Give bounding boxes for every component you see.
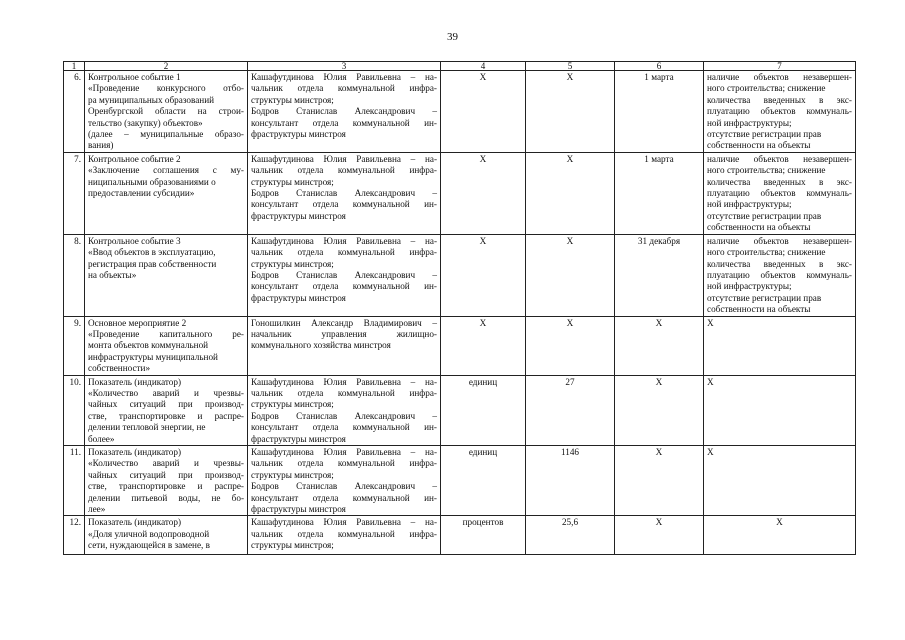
- event-name-line: делении питьевой воды, не бо-: [88, 492, 244, 503]
- risk-note-line: ного строительства; снижение: [707, 165, 826, 176]
- event-name: [85, 375, 248, 445]
- event-name-line: Контрольное событие 2: [88, 153, 181, 164]
- responsible-person: [248, 446, 441, 516]
- deadline-cell: 1 марта: [615, 71, 704, 153]
- risk-note-line: наличие объектов незавершен-: [707, 235, 852, 246]
- responsible-person-line: чальник отдела коммунальной инфра-: [251, 247, 437, 258]
- risk-note-line: отсутствие регистрации прав: [707, 210, 822, 221]
- unit-cell: единиц: [441, 446, 526, 516]
- event-name-line: Основное мероприятие 2: [88, 317, 187, 328]
- page-number: 39: [447, 31, 458, 43]
- responsible-person-line: Бодров Станислав Александрович –: [251, 106, 437, 117]
- row-number: 10.: [64, 375, 85, 445]
- value-cell: 27: [526, 375, 615, 445]
- responsible-person-line: консультант отдела коммунальной ин-: [251, 199, 437, 210]
- risk-note-line: отсутствие регистрации прав: [707, 129, 822, 140]
- responsible-person-line: чальник отдела коммунальной инфра-: [251, 165, 437, 176]
- value-cell: 25,6: [526, 516, 615, 555]
- risk-note-line: плуатацию объектов коммуналь-: [707, 269, 852, 280]
- risk-note: [704, 375, 856, 445]
- risk-note-line: собственности на объекты: [707, 222, 811, 233]
- plan-table: [63, 61, 856, 555]
- event-name: [85, 516, 248, 555]
- responsible-person-line: фраструктуры минстроя: [251, 504, 346, 515]
- event-name-line: более»: [88, 433, 115, 444]
- event-name-line: сети, нуждающейся в замене, в: [88, 540, 210, 551]
- risk-note: [704, 152, 856, 234]
- responsible-person-line: фраструктуры минстроя: [251, 433, 346, 444]
- risk-note-line: наличие объектов незавершен-: [707, 72, 852, 82]
- risk-note-line: Х: [707, 447, 714, 457]
- event-name-line: чайных ситуаций при производ-: [88, 469, 244, 480]
- column-number: 4: [441, 62, 526, 71]
- responsible-person-line: фраструктуры минстроя: [251, 129, 346, 140]
- responsible-person-line: Кашафутдинова Юлия Равильевна – на-: [251, 447, 437, 457]
- responsible-person: [248, 152, 441, 234]
- responsible-person: [248, 516, 441, 555]
- value-cell: Х: [526, 316, 615, 375]
- event-name-line: предоставлении субсидии»: [88, 188, 195, 199]
- event-name-line: тельство (закупку) объектов»: [88, 117, 203, 128]
- row-number: 8.: [64, 234, 85, 316]
- table-row: [64, 71, 856, 153]
- event-name-line: Контрольное событие 3: [88, 235, 181, 246]
- event-name-line: «Количество аварий и чрезвы-: [88, 458, 244, 469]
- unit-cell: единиц: [441, 375, 526, 445]
- table-row: [64, 316, 856, 375]
- event-name-line: «Ввод объектов в эксплуатацию,: [88, 247, 216, 258]
- event-name-line: стве, транспортировке и распре-: [88, 410, 244, 421]
- responsible-person-line: Бодров Станислав Александрович –: [251, 410, 437, 421]
- row-number: 11.: [64, 446, 85, 516]
- responsible-person-line: Бодров Станислав Александрович –: [251, 188, 437, 199]
- responsible-person-line: чальник отдела коммунальной инфра-: [251, 528, 437, 539]
- column-number: 7: [704, 62, 856, 71]
- deadline-cell: Х: [615, 516, 704, 555]
- value-cell: 1146: [526, 446, 615, 516]
- risk-note-line: количества введенных в экс-: [707, 94, 852, 105]
- deadline-cell: Х: [615, 316, 704, 375]
- deadline-cell: 31 декабря: [615, 234, 704, 316]
- event-name-line: «Проведение капитального ре-: [88, 328, 244, 339]
- event-name-line: Контрольное событие 1: [88, 72, 181, 82]
- responsible-person-line: Бодров Станислав Александрович –: [251, 269, 437, 280]
- column-number-row: [64, 62, 856, 71]
- event-name-line: вания): [88, 140, 114, 151]
- responsible-person: [248, 316, 441, 375]
- value-cell: Х: [526, 152, 615, 234]
- deadline-cell: Х: [615, 375, 704, 445]
- responsible-person-line: Бодров Станислав Александрович –: [251, 481, 437, 492]
- risk-note: [704, 71, 856, 153]
- responsible-person-line: фраструктуры минстроя: [251, 210, 346, 221]
- column-number: 6: [615, 62, 704, 71]
- row-number: 6.: [64, 71, 85, 153]
- deadline-cell: Х: [615, 446, 704, 516]
- risk-note-line: ного строительства; снижение: [707, 83, 826, 94]
- event-name-line: монта объектов коммунальной: [88, 340, 209, 351]
- risk-note: [704, 516, 856, 555]
- risk-note: [704, 316, 856, 375]
- responsible-person-line: консультант отдела коммунальной ин-: [251, 281, 437, 292]
- event-name-line: «Проведение конкурсного отбо-: [88, 83, 244, 94]
- responsible-person-line: консультант отдела коммунальной ин-: [251, 492, 437, 503]
- risk-note-line: Х: [776, 517, 783, 528]
- event-name-line: лее»: [88, 504, 106, 515]
- risk-note-line: количества введенных в экс-: [707, 258, 852, 269]
- responsible-person: [248, 71, 441, 153]
- event-name-line: (далее – муниципальные образо-: [88, 129, 244, 140]
- responsible-person-line: Кашафутдинова Юлия Равильевна – на-: [251, 376, 437, 387]
- column-number: 3: [248, 62, 441, 71]
- event-name-line: «Количество аварий и чрезвы-: [88, 387, 244, 398]
- event-name: [85, 316, 248, 375]
- event-name-line: инфраструктуры муниципальной: [88, 351, 218, 362]
- risk-note-line: Х: [707, 376, 714, 387]
- responsible-person-line: структуры минстроя;: [251, 469, 334, 480]
- responsible-person-line: консультант отдела коммунальной ин-: [251, 117, 437, 128]
- column-number: 5: [526, 62, 615, 71]
- event-name-line: Показатель (индикатор): [88, 376, 182, 387]
- table-row: [64, 375, 856, 445]
- responsible-person-line: структуры минстроя;: [251, 540, 334, 551]
- responsible-person-line: начальник управления жилищно-: [251, 328, 437, 339]
- risk-note-line: ного строительства; снижение: [707, 247, 826, 258]
- responsible-person-line: Кашафутдинова Юлия Равильевна – на-: [251, 517, 437, 528]
- risk-note-line: отсутствие регистрации прав: [707, 292, 822, 303]
- unit-cell: процентов: [441, 516, 526, 555]
- risk-note: [704, 446, 856, 516]
- row-number: 12.: [64, 516, 85, 555]
- event-name-line: регистрация прав собственности: [88, 258, 217, 269]
- responsible-person: [248, 375, 441, 445]
- deadline-cell: 1 марта: [615, 152, 704, 234]
- responsible-person-line: фраструктуры минстроя: [251, 292, 346, 303]
- event-name-line: Показатель (индикатор): [88, 447, 182, 457]
- event-name-line: Показатель (индикатор): [88, 517, 182, 528]
- column-number: 1: [64, 62, 85, 71]
- event-name-line: ниципальными образованиями о: [88, 176, 216, 187]
- table-row: [64, 152, 856, 234]
- event-name: [85, 446, 248, 516]
- unit-cell: Х: [441, 316, 526, 375]
- risk-note-line: Х: [707, 317, 714, 328]
- row-number: 9.: [64, 316, 85, 375]
- value-cell: Х: [526, 234, 615, 316]
- event-name: [85, 71, 248, 153]
- responsible-person-line: Кашафутдинова Юлия Равильевна – на-: [251, 72, 437, 82]
- row-number: 7.: [64, 152, 85, 234]
- value-cell: Х: [526, 71, 615, 153]
- event-name-line: на объекты»: [88, 269, 137, 280]
- event-name-line: «Доля уличной водопроводной: [88, 528, 210, 539]
- event-name-line: делении тепловой энергии, не: [88, 422, 206, 433]
- risk-note: [704, 234, 856, 316]
- risk-note-line: ной инфраструктуры;: [707, 281, 792, 292]
- responsible-person-line: чальник отдела коммунальной инфра-: [251, 83, 437, 94]
- table-row: [64, 516, 856, 555]
- responsible-person-line: Кашафутдинова Юлия Равильевна – на-: [251, 235, 437, 246]
- responsible-person-line: структуры минстроя;: [251, 258, 334, 269]
- event-name-line: «Заключение соглашения с му-: [88, 165, 244, 176]
- event-name-line: чайных ситуаций при производ-: [88, 399, 244, 410]
- responsible-person: [248, 234, 441, 316]
- event-name-line: ра муниципальных образований: [88, 94, 215, 105]
- event-name: [85, 234, 248, 316]
- event-name-line: Оренбургской области на строи-: [88, 106, 244, 117]
- risk-note-line: собственности на объекты: [707, 140, 811, 151]
- responsible-person-line: чальник отдела коммунальной инфра-: [251, 387, 437, 398]
- responsible-person-line: консультант отдела коммунальной ин-: [251, 422, 437, 433]
- risk-note-line: ной инфраструктуры;: [707, 117, 792, 128]
- risk-note-line: плуатацию объектов коммуналь-: [707, 188, 852, 199]
- unit-cell: Х: [441, 152, 526, 234]
- column-number: 2: [85, 62, 248, 71]
- responsible-person-line: коммунального хозяйства минстроя: [251, 340, 391, 351]
- responsible-person-line: структуры минстроя;: [251, 176, 334, 187]
- responsible-person-line: Гоношилкин Александр Владимирович –: [251, 317, 437, 328]
- risk-note-line: наличие объектов незавершен-: [707, 153, 852, 164]
- responsible-person-line: структуры минстроя;: [251, 399, 334, 410]
- table-row: [64, 234, 856, 316]
- table-row: [64, 446, 856, 516]
- risk-note-line: количества введенных в экс-: [707, 176, 852, 187]
- risk-note-line: собственности на объекты: [707, 304, 811, 315]
- event-name: [85, 152, 248, 234]
- event-name-line: собственности»: [88, 363, 151, 374]
- event-name-line: стве, транспортировке и распре-: [88, 481, 244, 492]
- risk-note-line: плуатацию объектов коммуналь-: [707, 106, 852, 117]
- responsible-person-line: Кашафутдинова Юлия Равильевна – на-: [251, 153, 437, 164]
- responsible-person-line: чальник отдела коммунальной инфра-: [251, 458, 437, 469]
- unit-cell: Х: [441, 234, 526, 316]
- unit-cell: Х: [441, 71, 526, 153]
- risk-note-line: ной инфраструктуры;: [707, 199, 792, 210]
- responsible-person-line: структуры минстроя;: [251, 94, 334, 105]
